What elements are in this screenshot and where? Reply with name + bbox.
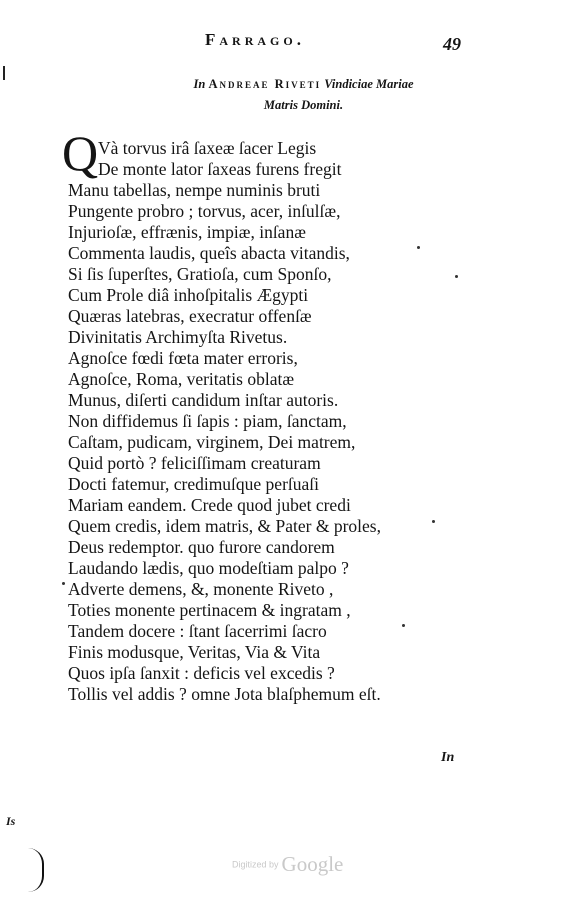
verse-line: Caſtam, pudicam, virginem, Dei matrem,: [68, 432, 356, 452]
poem-heading-line2: Matris Domini.: [263, 98, 344, 112]
verse-line: Non diffidemus ſi ſapis : piam, ſanctam,: [68, 411, 347, 431]
verse-line: Tandem docere : ſtant ſacerrimi ſacro: [68, 621, 327, 641]
verse-line: Adverte demens, &, monente Riveto ,: [68, 579, 334, 599]
ink-speck: [62, 582, 65, 585]
verse-line: Munus, diſerti candidum inſtar autoris.: [68, 390, 339, 410]
verse-line: Injurioſæ, effrænis, impiæ, inſanæ: [68, 222, 306, 242]
verse-line: Quos ipſa ſanxit : deficis vel excedis ?: [68, 663, 335, 683]
heading-title: Vindiciae Mariae: [324, 77, 414, 91]
verse-line: Quæras latebras, execratur offenſæ: [68, 306, 312, 326]
verse-line: Pungente probro ; torvus, acer, inſulſæ,: [68, 201, 341, 221]
verse-line: De monte lator ſaxeas furens fregit: [98, 159, 342, 179]
ink-speck: [455, 275, 458, 278]
verse-line: Và torvus irâ ſaxeæ ſacer Legis: [98, 138, 317, 158]
watermark: [232, 852, 343, 877]
ink-speck: [402, 624, 405, 627]
drop-cap: Q: [62, 125, 99, 181]
margin-parenthesis-mark: [28, 848, 44, 892]
watermark-prefix: Digitized by: [232, 859, 279, 870]
verse-line: Divinitatis Archimyſta Rivetus.: [68, 327, 288, 347]
margin-mark: [3, 66, 5, 80]
verse-line: Mariam eandem. Crede quod jubet credi: [68, 495, 351, 515]
verse-line: Si ſis ſuperſtes, Gratioſa, cum Sponſo,: [68, 264, 332, 284]
verse-line: Commenta laudis, queîs abacta vitandis,: [68, 243, 350, 263]
verse-line: Tollis vel addis ? omne Jota blaſphemum eſt.: [68, 684, 381, 704]
heading-author: Andreae Riveti: [208, 77, 322, 91]
verse-line: Laudando lædis, quo modeſtiam palpo ?: [68, 558, 349, 578]
verse-line: Manu tabellas, nempe numinis bruti: [68, 180, 321, 200]
poem-heading: [10, 77, 587, 92]
ink-speck: [417, 246, 420, 249]
verse-line: Finis modusque, Veritas, Via & Vita: [68, 642, 321, 662]
verse-line: Cum Prole diâ inhoſpitalis Ægypti: [68, 285, 309, 305]
heading-prefix: In: [193, 77, 206, 91]
page-number: 49: [443, 34, 461, 54]
ink-speck: [432, 520, 435, 523]
verse-line: Quem credis, idem matris, & Pater & proles,: [68, 516, 381, 536]
verse-line: Toties monente pertinacem & ingratam ,: [68, 600, 351, 620]
verse-line: Quid portò ? feliciſſimam creaturam: [68, 453, 321, 473]
verse-line: Agnoſce fœdi fœta mater erroris,: [68, 348, 298, 368]
verse-line: Deus redemptor. quo furore candorem: [68, 537, 335, 557]
margin-note: Is: [6, 814, 16, 828]
verse-line: Agnoſce, Roma, veritatis oblatæ: [68, 369, 294, 389]
google-logo: Google: [281, 852, 344, 876]
running-title: Farrago.: [205, 30, 305, 49]
verse-line: Docti fatemur, credimuſque perſuaſi: [68, 474, 320, 494]
catchword: In: [441, 750, 455, 765]
